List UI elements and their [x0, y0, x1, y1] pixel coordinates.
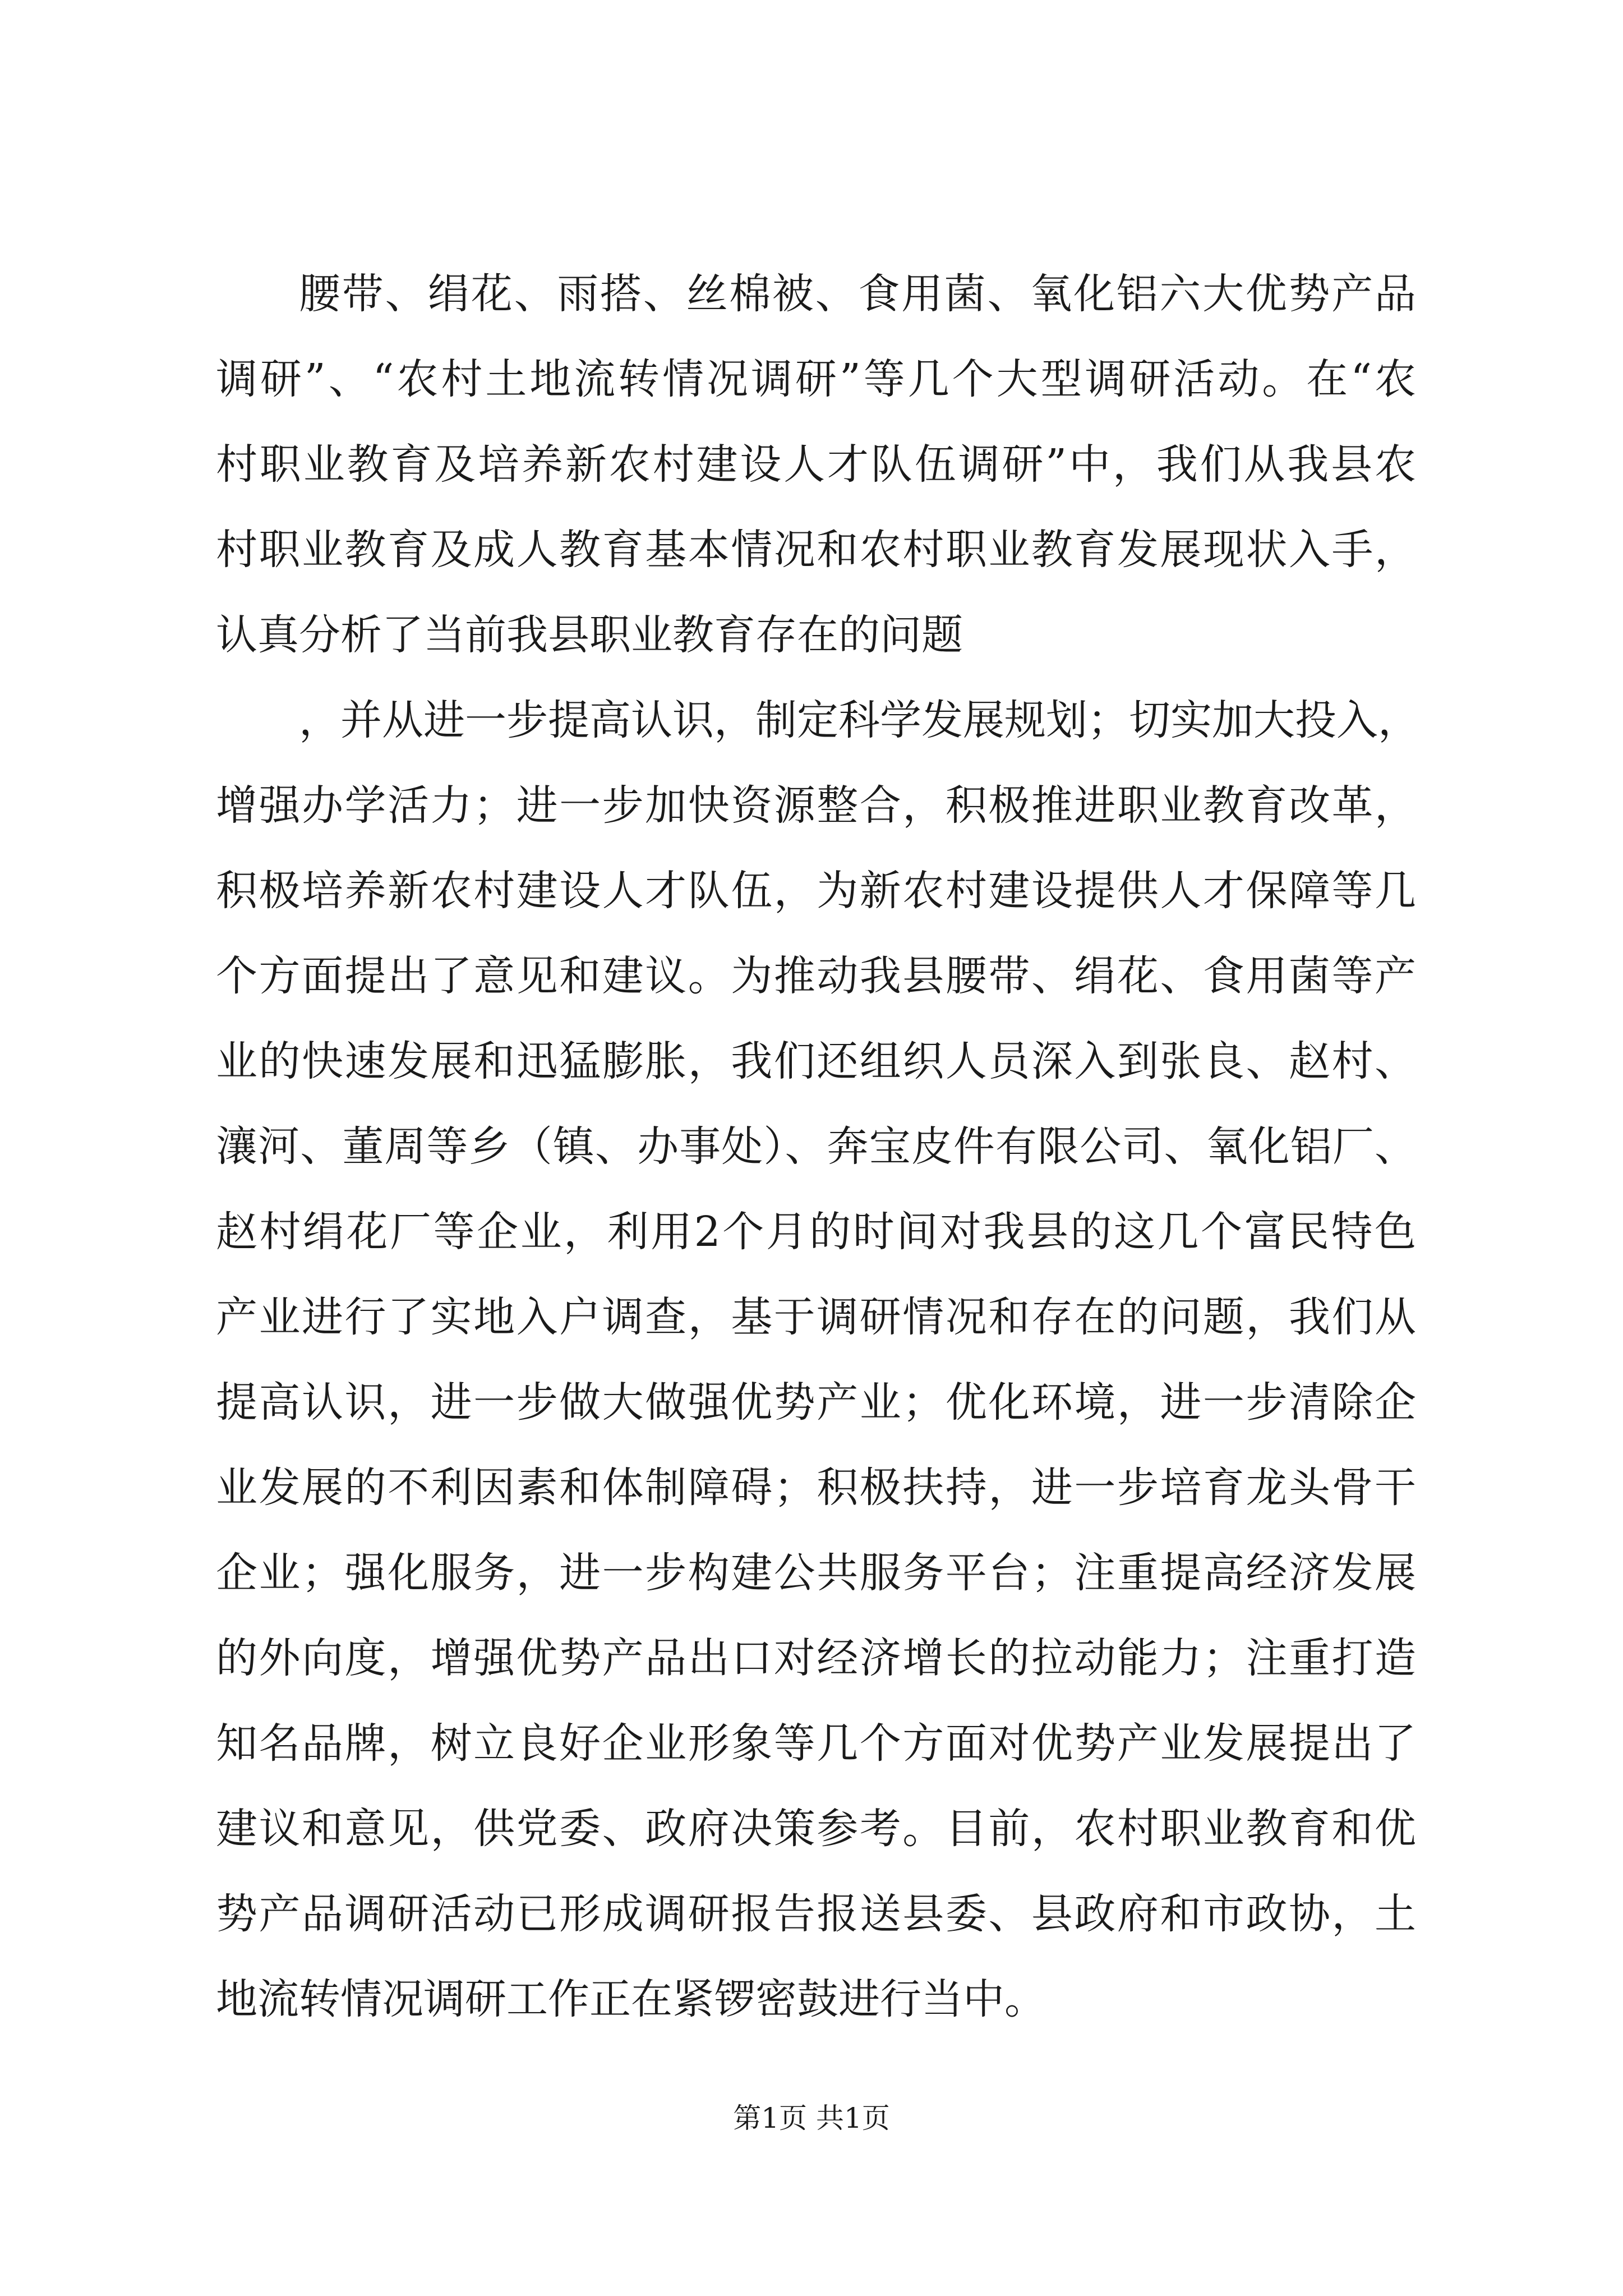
- paragraph-line: 建议和意见，供党委、政府决策参考。目前，农村职业教育和优: [216, 1805, 1416, 1853]
- paragraph-line: 瀼河、董周等乡（镇、办事处）、奔宝皮件有限公司、氧化铝厂、: [216, 1122, 1416, 1171]
- paragraph-line: 势产品调研活动已形成调研报告报送县委、县政府和市政协，土: [216, 1890, 1416, 1938]
- paragraph-line: 认真分析了当前我县职业教育存在的问题: [216, 611, 963, 659]
- page-footer: 第1页 共1页: [733, 2102, 890, 2134]
- paragraph-line: 业的快速发展和迅猛膨胀，我们还组织人员深入到张良、赵村、: [216, 1037, 1416, 1085]
- paragraph-line: 赵村绢花厂等企业，利用2个月的时间对我县的这几个富民特色: [216, 1208, 1416, 1256]
- paragraph-line: 村职业教育及成人教育基本情况和农村职业教育发展现状入手，: [216, 526, 1416, 574]
- paragraph-line: 地流转情况调研工作正在紧锣密鼓进行当中。: [216, 1975, 1046, 2023]
- paragraph-line: 企业；强化服务，进一步构建公共服务平台；注重提高经济发展: [216, 1549, 1416, 1597]
- paragraph-line: 的外向度，增强优势产品出口对经济增长的拉动能力；注重打造: [216, 1634, 1416, 1682]
- paragraph-line: 腰带、绢花、雨搭、丝棉被、食用菌、氧化铝六大优势产品: [299, 270, 1416, 318]
- paragraph-line: 积极培养新农村建设人才队伍，为新农村建设提供人才保障等几: [216, 867, 1416, 915]
- paragraph-line: 知名品牌，树立良好企业形象等几个方面对优势产业发展提出了: [216, 1719, 1416, 1768]
- paragraph-line: 村职业教育及培养新农村建设人才队伍调研”中，我们从我县农: [216, 440, 1416, 489]
- paragraph-line: 调研”、“农村土地流转情况调研”等几个大型调研活动。在“农: [216, 355, 1416, 403]
- paragraph-line: 业发展的不利因素和体制障碍；积极扶持，进一步培育龙头骨干: [216, 1464, 1416, 1512]
- paragraph-line: 产业进行了实地入户调查，基于调研情况和存在的问题，我们从: [216, 1293, 1416, 1341]
- paragraph-line: 提高认识，进一步做大做强优势产业；优化环境，进一步清除企: [216, 1378, 1416, 1427]
- paragraph-line: 增强办学活力；进一步加快资源整合，积极推进职业教育改革，: [216, 781, 1416, 830]
- paragraph-line: ，并从进一步提高认识，制定科学发展规划；切实加大投入，: [299, 696, 1419, 744]
- document-body: [216, 251, 1419, 2042]
- paragraph-line: 个方面提出了意见和建议。为推动我县腰带、绢花、食用菌等产: [216, 952, 1416, 1000]
